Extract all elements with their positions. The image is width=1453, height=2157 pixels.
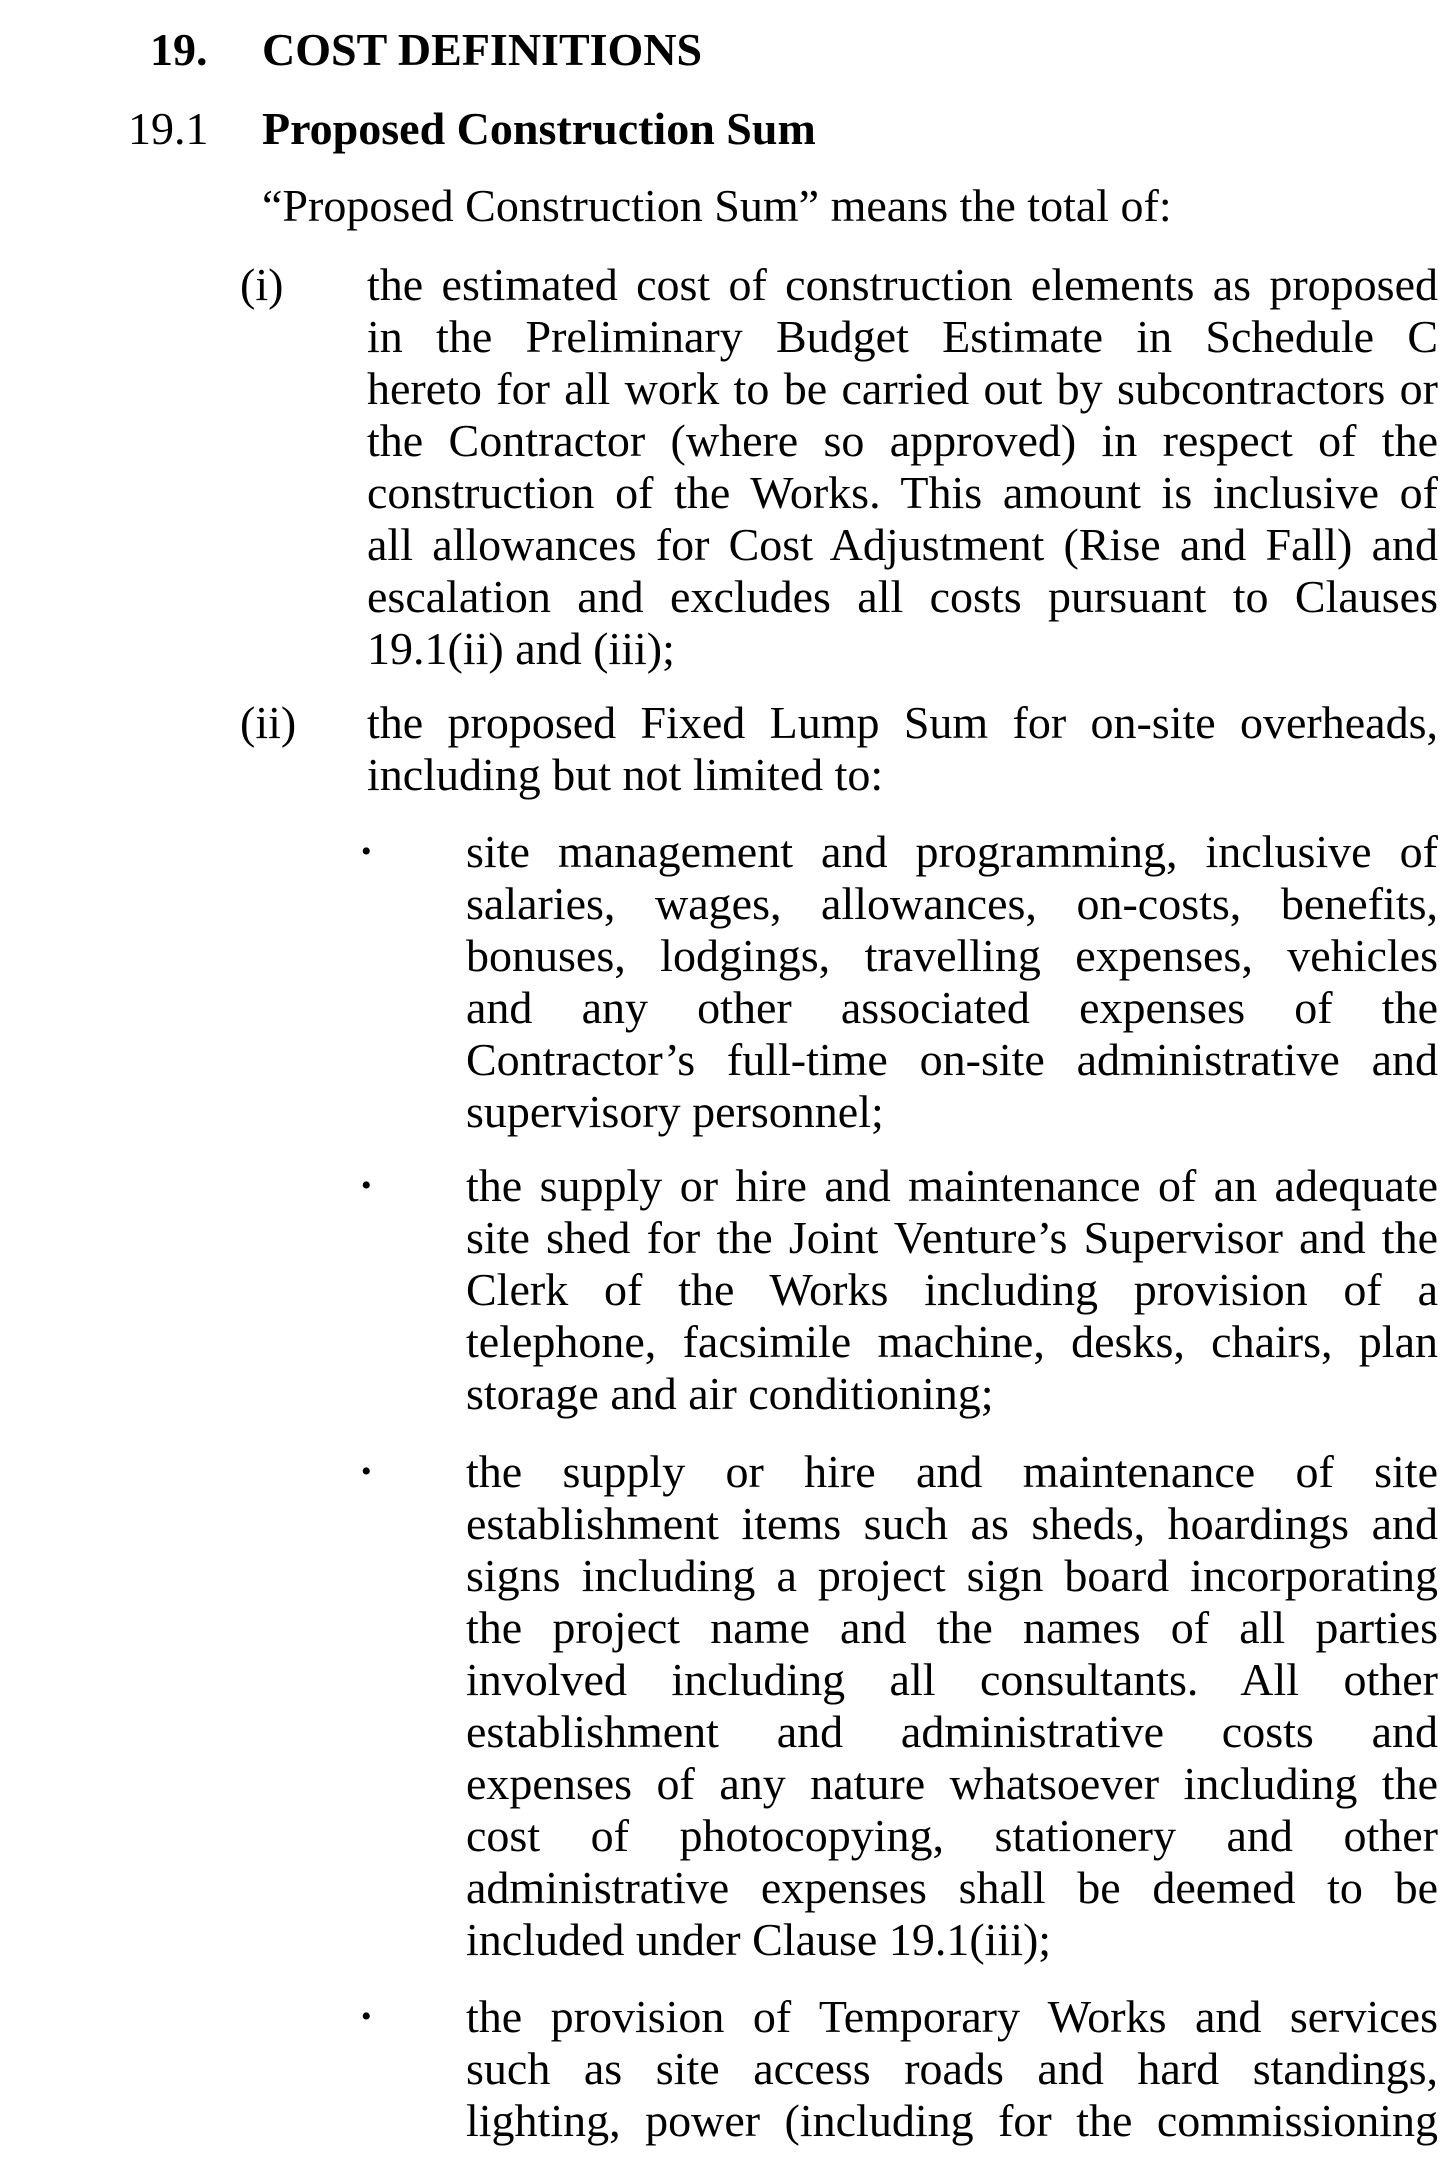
text-line: salaries, wages, allowances, on-costs, benefits, [466,878,1438,929]
text-line: involved including all consultants. All other [466,1654,1438,1705]
bullet-text-site-management [466,826,1438,1138]
bullet-marker: • [361,1455,372,1488]
section-number: 19. [150,24,208,75]
text-line: including but not limited to: [367,749,884,800]
text-line: included under Clause 19.1(iii); [466,1914,1052,1965]
text-line: expenses of any nature whatsoever including the [466,1758,1438,1809]
item-text-ii [367,697,1438,801]
text-line: the provision of Temporary Works and services [466,1991,1438,2042]
text-line: in the Preliminary Budget Estimate in Schedule C [367,311,1438,362]
bullet-text-temporary-works [466,1991,1438,2147]
text-line: construction of the Works. This amount is inclusive of [367,467,1438,518]
subsection-title: Proposed Construction Sum [262,103,816,154]
item-text-i [367,259,1438,675]
text-line: establishment and administrative costs and [466,1706,1438,1757]
text-line: such as site access roads and hard standings, [466,2043,1438,2094]
text-line: and any other associated expenses of the [466,982,1438,1033]
text-line: signs including a project sign board incorporating [466,1550,1438,1601]
text-line: establishment items such as sheds, hoardings and [466,1498,1438,1549]
text-line: the supply or hire and maintenance of site [466,1446,1438,1497]
text-line: the proposed Fixed Lump Sum for on-site overheads, [367,697,1438,748]
text-line: lighting, power (including for the commissioning [466,2095,1438,2146]
bullet-text-site-shed [466,1160,1438,1420]
text-line: site shed for the Joint Venture’s Supervisor and the [466,1212,1438,1263]
text-line: Clerk of the Works including provision of a [466,1264,1438,1315]
text-line: the project name and the names of all parties [466,1602,1438,1653]
text-line: Contractor’s full-time on-site administrative and [466,1034,1438,1085]
bullet-text-site-establishment [466,1446,1438,1966]
item-label-ii: (ii) [240,697,297,748]
bullet-marker: • [361,1169,372,1202]
text-line: 19.1(ii) and (iii); [367,623,675,674]
subsection-number: 19.1 [128,103,209,154]
bullet-marker: • [361,835,372,868]
text-line: administrative expenses shall be deemed to be [466,1862,1438,1913]
text-line: all allowances for Cost Adjustment (Rise and Fall) and [367,519,1438,570]
text-line: hereto for all work to be carried out by subcontractors or [367,363,1438,414]
text-line: supervisory personnel; [466,1086,884,1137]
section-title: COST DEFINITIONS [262,24,703,75]
text-line: cost of photocopying, stationery and other [466,1810,1438,1861]
text-line: the Contractor (where so approved) in respect of the [367,415,1438,466]
text-line: storage and air conditioning; [466,1368,994,1419]
text-line: the estimated cost of construction elements as proposed [367,259,1438,310]
text-line: the supply or hire and maintenance of an adequate [466,1160,1438,1211]
text-line: bonuses, lodgings, travelling expenses, vehicles [466,930,1438,981]
text-line: site management and programming, inclusive of [466,826,1438,877]
text-line: telephone, facsimile machine, desks, chairs, plan [466,1316,1438,1367]
bullet-marker: • [361,2000,372,2033]
subsection-intro: “Proposed Construction Sum” means the total of: [262,180,1172,231]
item-label-i: (i) [240,259,284,310]
text-line: escalation and excludes all costs pursuant to Clauses [367,571,1438,622]
